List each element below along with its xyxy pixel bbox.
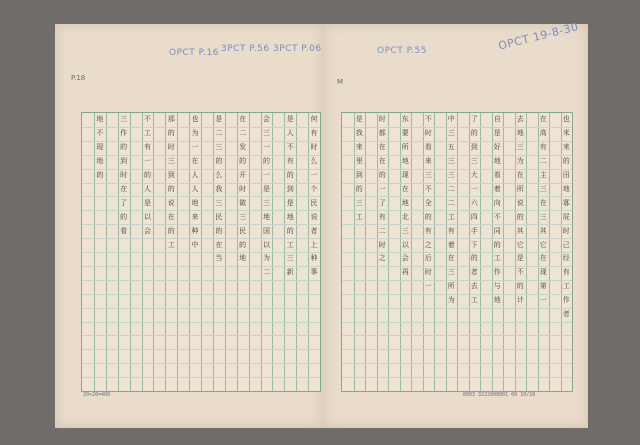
handwritten-character: 寡 <box>562 198 570 207</box>
handwritten-character: 二 <box>239 129 247 138</box>
handwritten-character: 它 <box>516 240 524 249</box>
handwritten-character: 要 <box>401 129 409 138</box>
grid-row-line <box>82 252 320 253</box>
grid-row-line <box>82 349 320 350</box>
grid-row-line <box>342 266 572 267</box>
handwritten-character: 的 <box>96 171 104 180</box>
handwritten-character: 之 <box>424 240 432 249</box>
handwritten-character: 屁 <box>562 212 570 221</box>
handwritten-character: 五 <box>447 143 455 152</box>
manuscript-grid <box>341 112 573 392</box>
handwritten-character: 去 <box>516 115 524 124</box>
handwritten-character: 一 <box>262 143 270 152</box>
opct-stamp-4: OPCT P.55 <box>377 46 427 56</box>
handwritten-character: 的 <box>493 240 501 249</box>
handwritten-character: 三 <box>424 171 432 180</box>
handwritten-character: 都 <box>378 129 386 138</box>
handwritten-character: 大 <box>470 171 478 180</box>
grid-row-line <box>342 294 572 295</box>
handwritten-character: 所 <box>516 184 524 193</box>
handwritten-character: 己 <box>562 240 570 249</box>
handwritten-character: 是 <box>262 184 270 193</box>
handwritten-character: 所 <box>447 282 455 291</box>
handwritten-character: 三 <box>215 198 223 207</box>
handwritten-character: 它 <box>539 240 547 249</box>
handwritten-character: 在 <box>167 212 175 221</box>
handwritten-character: 有 <box>562 268 570 277</box>
handwritten-character: 计 <box>516 296 524 305</box>
handwritten-character: 在 <box>120 184 128 193</box>
handwritten-character: 三 <box>516 143 524 152</box>
grid-footer: 20×20=400 <box>83 392 111 398</box>
grid-row-line <box>342 196 572 197</box>
handwritten-character: 的 <box>516 212 524 221</box>
handwritten-character: 现 <box>96 143 104 152</box>
grid-row-line <box>82 169 320 170</box>
handwritten-character: 种 <box>191 226 199 235</box>
handwritten-character: 作 <box>493 268 501 277</box>
handwritten-character: 时 <box>378 240 386 249</box>
handwritten-character: 么 <box>310 157 318 166</box>
handwritten-character: 不 <box>143 115 151 124</box>
handwritten-character: 那 <box>167 115 175 124</box>
handwritten-character: 三 <box>470 157 478 166</box>
opct-stamp-3: 3PCT P.06 <box>273 44 322 54</box>
grid-row-line <box>82 280 320 281</box>
handwritten-character: 经 <box>562 254 570 263</box>
handwritten-character: 以 <box>143 212 151 221</box>
grid-row-line <box>342 238 572 239</box>
handwritten-character: 不 <box>516 268 524 277</box>
handwritten-character: 的 <box>355 184 363 193</box>
handwritten-character: 不 <box>424 184 432 193</box>
grid-footer: 0003 3222008001 00 10/10 <box>463 392 536 398</box>
handwritten-character: 在 <box>239 115 247 124</box>
handwritten-character: 时 <box>239 184 247 193</box>
handwritten-character: 不 <box>424 115 432 124</box>
handwritten-character: 到 <box>470 143 478 152</box>
handwritten-character: 在 <box>539 254 547 263</box>
handwritten-character: 现 <box>539 268 547 277</box>
handwritten-character: 时 <box>562 226 570 235</box>
handwritten-character: 不 <box>286 143 294 152</box>
handwritten-character: 民 <box>215 212 223 221</box>
handwritten-character: 去 <box>470 282 478 291</box>
handwritten-character: 的 <box>286 226 294 235</box>
grid-row-line <box>342 141 572 142</box>
handwritten-character: 不 <box>493 212 501 221</box>
handwritten-character: 一 <box>378 184 386 193</box>
handwritten-character: 在 <box>516 171 524 180</box>
opct-stamp-2: 3PCT P.56 <box>221 44 270 54</box>
handwritten-character: 在 <box>447 254 455 263</box>
handwritten-character: 的 <box>424 212 432 221</box>
handwritten-character: 是 <box>215 115 223 124</box>
handwritten-character: 为 <box>262 254 270 263</box>
handwritten-character: 同 <box>493 226 501 235</box>
handwritten-character: 二 <box>539 157 547 166</box>
handwritten-character: 地 <box>286 212 294 221</box>
handwritten-character: 里 <box>355 157 363 166</box>
handwritten-character: 的 <box>470 254 478 263</box>
handwritten-character: 工 <box>355 212 363 221</box>
handwritten-character: 做 <box>239 198 247 207</box>
handwritten-character: 好 <box>493 143 501 152</box>
handwritten-character: 自 <box>493 115 501 124</box>
handwritten-character: 一 <box>143 157 151 166</box>
handwritten-character: 着 <box>493 184 501 193</box>
handwritten-character: 田 <box>562 171 570 180</box>
handwritten-character: 是 <box>286 115 294 124</box>
handwritten-character: 来 <box>355 143 363 152</box>
handwritten-character: 么 <box>215 171 223 180</box>
handwritten-character: 其 <box>539 226 547 235</box>
handwritten-character: 工 <box>286 240 294 249</box>
handwritten-character: 米 <box>562 129 570 138</box>
opct-stamp-1: OPCT P.16 <box>169 48 219 58</box>
handwritten-character: 也 <box>191 115 199 124</box>
handwritten-character: 三 <box>239 212 247 221</box>
handwritten-character: 的 <box>286 171 294 180</box>
handwritten-character: 一 <box>310 171 318 180</box>
handwritten-character: 工 <box>493 254 501 263</box>
handwritten-character: 一 <box>262 171 270 180</box>
handwritten-character: 三 <box>355 198 363 207</box>
handwritten-character: 东 <box>401 115 409 124</box>
manuscript-grid <box>81 112 321 392</box>
handwritten-character: 时 <box>167 143 175 152</box>
handwritten-character: 下 <box>470 240 478 249</box>
grid-row-line <box>342 280 572 281</box>
handwritten-character: 的 <box>239 240 247 249</box>
handwritten-character: 三 <box>167 157 175 166</box>
handwritten-character: 以 <box>262 240 270 249</box>
handwritten-character: 到 <box>120 157 128 166</box>
handwritten-character: 在 <box>215 240 223 249</box>
handwritten-character: 一 <box>539 296 547 305</box>
handwritten-character: 一 <box>470 184 478 193</box>
handwritten-character: 三 <box>447 268 455 277</box>
page-marker: P.18 <box>71 74 86 82</box>
handwritten-character: 三 <box>286 254 294 263</box>
handwritten-character: 当 <box>215 254 223 263</box>
handwritten-character: 在 <box>539 198 547 207</box>
handwritten-character: 何 <box>310 115 318 124</box>
handwritten-character: 会 <box>262 115 270 124</box>
handwritten-character: 六 <box>470 198 478 207</box>
handwritten-character: 三 <box>539 212 547 221</box>
handwritten-character: 地 <box>401 157 409 166</box>
handwritten-character: 了 <box>470 115 478 124</box>
handwritten-character: 民 <box>310 198 318 207</box>
handwritten-character: 种 <box>310 254 318 263</box>
handwritten-character: 所 <box>401 143 409 152</box>
handwritten-character: 在 <box>191 157 199 166</box>
handwritten-character: 人 <box>191 184 199 193</box>
handwritten-character: 向 <box>493 198 501 207</box>
handwritten-character: 工 <box>447 212 455 221</box>
handwritten-character: 有 <box>447 226 455 235</box>
grid-row-line <box>82 238 320 239</box>
handwritten-character: 二 <box>215 129 223 138</box>
handwritten-character: 二 <box>447 184 455 193</box>
grid-row-line <box>342 210 572 211</box>
handwritten-character: 二 <box>447 198 455 207</box>
handwritten-character: 地 <box>493 296 501 305</box>
handwritten-character: 在 <box>378 157 386 166</box>
handwritten-character: 地 <box>239 254 247 263</box>
handwritten-character: 了 <box>120 198 128 207</box>
handwritten-character: 以 <box>401 240 409 249</box>
handwritten-character: 在 <box>378 143 386 152</box>
handwritten-character: 中 <box>191 240 199 249</box>
handwritten-character: 三 <box>262 198 270 207</box>
handwritten-character: 现 <box>401 171 409 180</box>
handwritten-character: 工 <box>562 282 570 291</box>
handwritten-character: 三 <box>539 184 547 193</box>
handwritten-character: 发 <box>239 143 247 152</box>
handwritten-character: 有 <box>143 143 151 152</box>
grid-row-line <box>82 377 320 378</box>
handwritten-character: 者 <box>310 226 318 235</box>
grid-row-line <box>342 377 572 378</box>
handwritten-character: 北 <box>401 212 409 221</box>
handwritten-character: 有 <box>286 157 294 166</box>
handwritten-character: 会 <box>401 254 409 263</box>
grid-row-line <box>82 127 320 128</box>
handwritten-character: 一 <box>424 282 432 291</box>
handwritten-character: 看 <box>424 143 432 152</box>
handwritten-character: 到 <box>355 171 363 180</box>
handwritten-character: 地 <box>516 129 524 138</box>
grid-row-line <box>342 252 572 253</box>
handwritten-character: 的 <box>215 226 223 235</box>
handwritten-character: 是 <box>493 129 501 138</box>
handwritten-character: 我 <box>215 184 223 193</box>
handwritten-character: 来 <box>562 143 570 152</box>
handwritten-character: 地 <box>401 198 409 207</box>
handwritten-character: 三 <box>262 129 270 138</box>
handwritten-character: 上 <box>310 240 318 249</box>
handwritten-character: 的 <box>167 184 175 193</box>
grid-row-line <box>82 335 320 336</box>
handwritten-character: 三 <box>215 143 223 152</box>
handwritten-character: 民 <box>239 226 247 235</box>
handwritten-character: 工 <box>167 240 175 249</box>
handwritten-character: 国 <box>262 226 270 235</box>
grid-row-line <box>342 155 572 156</box>
handwritten-character: 地 <box>191 198 199 207</box>
handwritten-character: 的 <box>143 171 151 180</box>
right-page <box>323 20 588 428</box>
handwritten-character: 中 <box>447 115 455 124</box>
grid-row-line <box>82 322 320 323</box>
left-page <box>55 24 324 428</box>
handwritten-character: 来 <box>191 212 199 221</box>
handwritten-character: 的 <box>470 129 478 138</box>
handwritten-character: 是 <box>516 254 524 263</box>
grid-row-line <box>342 335 572 336</box>
handwritten-character: 之 <box>378 254 386 263</box>
handwritten-character: 时 <box>424 129 432 138</box>
handwritten-character: 工 <box>470 296 478 305</box>
handwritten-character: 一 <box>191 143 199 152</box>
handwritten-character: 三 <box>447 157 455 166</box>
handwritten-character: 时 <box>120 171 128 180</box>
handwritten-character: 为 <box>191 129 199 138</box>
grid-row-line <box>82 224 320 225</box>
grid-row-line <box>82 266 320 267</box>
handwritten-character: 地 <box>562 184 570 193</box>
handwritten-character: 说 <box>167 198 175 207</box>
page-marker-right: M <box>337 78 344 86</box>
handwritten-character: 三 <box>120 115 128 124</box>
handwritten-character: 第 <box>539 282 547 291</box>
handwritten-character: 再 <box>401 268 409 277</box>
handwritten-character: 时 <box>378 115 386 124</box>
handwritten-character: 三 <box>447 129 455 138</box>
handwritten-character: 作 <box>120 129 128 138</box>
grid-row-line <box>82 183 320 184</box>
grid-row-line <box>82 196 320 197</box>
grid-row-line <box>82 155 320 156</box>
handwritten-character: 不 <box>96 129 104 138</box>
handwritten-character: 手 <box>470 226 478 235</box>
handwritten-character: 地 <box>96 157 104 166</box>
handwritten-character: 有 <box>424 226 432 235</box>
handwritten-character: 说 <box>516 198 524 207</box>
handwritten-character: 在 <box>539 115 547 124</box>
handwritten-character: 的 <box>262 157 270 166</box>
handwritten-character: 有 <box>539 143 547 152</box>
handwritten-character: 的 <box>167 226 175 235</box>
handwritten-character: 主 <box>539 171 547 180</box>
handwritten-character: 了 <box>378 198 386 207</box>
handwritten-character: 事 <box>310 268 318 277</box>
handwritten-character: 者 <box>470 268 478 277</box>
handwritten-character: 时 <box>424 268 432 277</box>
handwritten-character: 个 <box>310 184 318 193</box>
handwritten-character: 全 <box>424 198 432 207</box>
handwritten-character: 也 <box>562 115 570 124</box>
handwritten-character: 到 <box>286 184 294 193</box>
handwritten-character: 是 <box>286 198 294 207</box>
grid-row-line <box>342 127 572 128</box>
handwritten-character: 二 <box>378 226 386 235</box>
handwritten-character: 有 <box>310 129 318 138</box>
grid-row-line <box>342 169 572 170</box>
grid-row-line <box>82 141 320 142</box>
handwritten-character: 的 <box>215 157 223 166</box>
handwritten-character: 为 <box>516 157 524 166</box>
grid-row-line <box>82 210 320 211</box>
grid-row-line <box>82 363 320 364</box>
opct-date-stamp: OPCT 19-8-30 <box>497 20 580 53</box>
handwritten-character: 的 <box>167 129 175 138</box>
handwritten-character: 地 <box>262 212 270 221</box>
handwritten-character: 为 <box>447 296 455 305</box>
handwritten-character: 后 <box>424 254 432 263</box>
handwritten-character: 高 <box>539 129 547 138</box>
handwritten-character: 地 <box>493 157 501 166</box>
handwritten-character: 时 <box>310 143 318 152</box>
handwritten-character: 看 <box>493 171 501 180</box>
handwritten-character: 的 <box>120 212 128 221</box>
grid-row-line <box>342 363 572 364</box>
handwritten-character: 人 <box>143 184 151 193</box>
handwritten-character: 开 <box>239 171 247 180</box>
handwritten-character: 的 <box>120 143 128 152</box>
handwritten-character: 我 <box>355 129 363 138</box>
handwritten-character: 到 <box>167 171 175 180</box>
handwritten-character: 说 <box>310 212 318 221</box>
handwritten-character: 地 <box>96 115 104 124</box>
grid-row-line <box>342 308 572 309</box>
handwritten-character: 的 <box>378 171 386 180</box>
grid-row-line <box>342 183 572 184</box>
grid-row-line <box>82 294 320 295</box>
grid-row-line <box>342 224 572 225</box>
handwritten-character: 的 <box>516 282 524 291</box>
handwritten-character: 看 <box>120 226 128 235</box>
grid-row-line <box>342 349 572 350</box>
grid-row-line <box>342 322 572 323</box>
grid-row-line <box>82 308 320 309</box>
handwritten-character: 其 <box>516 226 524 235</box>
handwritten-character: 会 <box>143 226 151 235</box>
handwritten-character: 人 <box>191 171 199 180</box>
handwritten-character: 与 <box>493 282 501 291</box>
handwritten-character: 三 <box>447 171 455 180</box>
handwritten-character: 来 <box>424 157 432 166</box>
handwritten-character: 二 <box>262 268 270 277</box>
handwritten-character: 三 <box>401 226 409 235</box>
handwritten-character: 者 <box>562 310 570 319</box>
handwritten-character: 的 <box>562 157 570 166</box>
handwritten-character: 的 <box>239 157 247 166</box>
handwritten-character: 在 <box>401 184 409 193</box>
handwritten-character: 是 <box>143 198 151 207</box>
handwritten-character: 新 <box>286 268 294 277</box>
handwritten-character: 有 <box>378 212 386 221</box>
handwritten-character: 工 <box>143 129 151 138</box>
handwritten-character: 作 <box>562 296 570 305</box>
handwritten-character: 四 <box>470 212 478 221</box>
handwritten-character: 是 <box>355 115 363 124</box>
handwritten-character: 着 <box>447 240 455 249</box>
handwritten-character: 人 <box>286 129 294 138</box>
